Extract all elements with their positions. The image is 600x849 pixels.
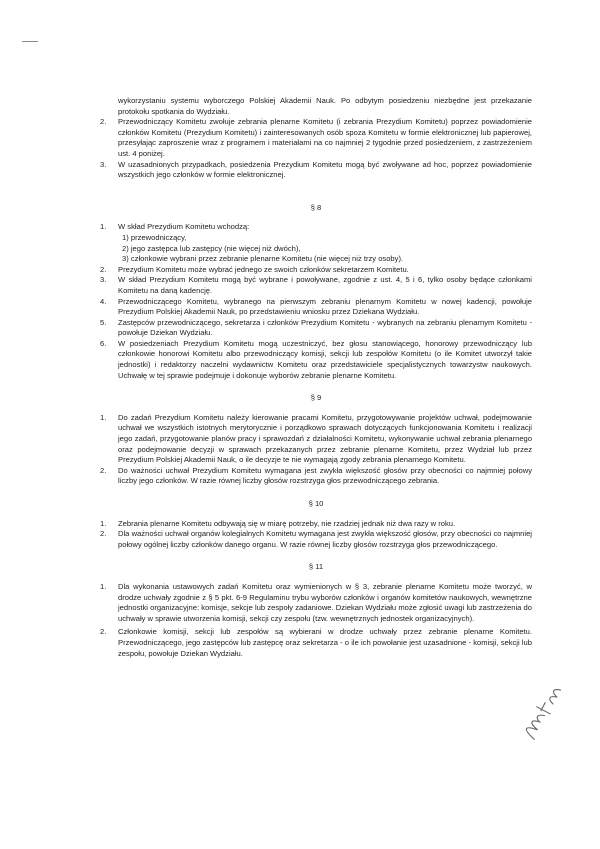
handwritten-signature [516, 679, 571, 746]
list-item-text: W skład Prezydium Komitetu wchodzą: [118, 222, 250, 232]
signature-scribble-icon [516, 679, 567, 744]
list-item [100, 318, 532, 339]
list-item-number: 2. [100, 529, 107, 539]
list-item [100, 160, 532, 181]
list-item [100, 275, 532, 296]
list-item-text: Przewodniczący Komitetu zwołuje zebrania plenarne Komitetu (i zebrania Prezydium Komitetu) poprzez powiadomienie członków Komitetu (Prezydium Komitetu) i zainteresowanych osób spoza Komitetu w formie elektronicznej lub papierowej, przesyłając zaproszenie wraz z programem i materiałami na co najmniej 2 tygodnie przed posiedzeniem, z zastrzeżeniem ust. 4 poniżej. [118, 117, 532, 158]
list-item-text: Do zadań Prezydium Komitetu należy kierowanie pracami Komitetu, przygotowywanie projektów uchwał, podejmowanie uchwał we wszystkich istotnych merytorycznie i porządkowo sprawach dotyczących funkcjonowania Komitetu i realizacji jego zadań, przygotowanie planów pracy i sprawozdań z działalności Komitetu, wykonywanie uchwał zebrania plenarnego oraz podejmowanie decyzji w sprawach przekazanych przez zebranie plenarne Komitetu, przez Wydział lub przez Prezydium Polskiej Akademii Nauk, o ile decyzje te nie wymagają zgody zebrania plenarnego Komitetu. [118, 412, 532, 465]
section-heading-8: § 8 [310, 202, 322, 212]
list-item [100, 117, 532, 159]
list-item-number: 3. [100, 159, 107, 169]
list-item-number: 1. [100, 412, 107, 422]
list-item-text: Prezydium Komitetu może wybrać jednego ze swoich członków sekretarzem Komitetu. [118, 264, 409, 274]
section-heading-10: § 10 [308, 499, 324, 508]
list-item-number: 5. [100, 317, 107, 327]
list-item-text: Członkowie komisji, sekcji lub zespołów są wybierani w drodze uchwały przez zebranie plenarne Komitetu. Przewodniczącego, jego zastępców lub zastępcę oraz sekretarza - o ile ich powołanie jest uzasadnione - komisji, sekcji lub zespołu, powołuje Dziekan Wydziału. [118, 627, 532, 658]
list-item-number: 1. [100, 518, 107, 528]
list-item [100, 529, 532, 550]
list-item-text: Dla ważności uchwał organów kolegialnych Komitetu wymagana jest zwykła większość głosów, przy obecności co najmniej połowy ogólnej liczby członków danego organu. W razie równej liczby głosów rozstrzyga głos przewodniczącego. [118, 529, 532, 549]
sub-item: 2) jego zastępca lub zastępcy (nie więcej niż dwóch), [122, 243, 301, 253]
list-item [100, 582, 532, 624]
list-item-text: W skład Prezydium Komitetu mogą być wybrane i powoływane, zgodnie z ust. 4, 5 i 6, tylko osoby będące członkami Komitetu na daną kadencję. [118, 275, 532, 295]
list-item-number: 2. [100, 627, 107, 637]
list-item [100, 627, 532, 659]
list-item-number: 2. [100, 465, 107, 475]
list-item-text: Przewodniczącego Komitetu, wybranego na pierwszym zebraniu plenarnym Komitetu w nowej kadencji, powołuje Prezydium Polskiej Akademii Nauk, po przedstawieniu wniosku przez Dziekana Wydziału. [118, 296, 532, 317]
sub-item: 3) członkowie wybrani przez zebranie plenarne Komitetu (nie więcej niż trzy osoby). [122, 254, 404, 264]
list-item-number: 2. [100, 264, 107, 274]
list-item-number: 6. [100, 338, 107, 348]
list-item [100, 466, 532, 487]
section-heading-9: § 9 [310, 393, 322, 403]
list-item-text: Zebrania plenarne Komitetu odbywają się w miarę potrzeby, nie rzadziej jednak niż dwa razy w roku. [118, 518, 456, 528]
list-item-number: 1. [100, 222, 107, 232]
list-item-number: 3. [100, 275, 107, 285]
section-heading-11: § 11 [308, 562, 324, 572]
list-item [100, 297, 532, 318]
sub-item: 1) przewodniczący, [122, 232, 187, 242]
document-body [100, 96, 532, 659]
list-item [100, 413, 532, 466]
list-item-text: Do ważności uchwał Prezydium Komitetu wymagana jest zwykła większość głosów przy obecności co najmniej połowy liczby jego członków. W razie równej liczby głosów rozstrzyga głos przewodniczącego zebrania. [118, 465, 532, 486]
list-item-text: Zastępców przewodniczącego, sekretarza i członków Prezydium Komitetu - wybranych na zebraniu plenarnym Komitetu - powołuje Dziekan Wydziału. [118, 317, 532, 338]
list-item-number: 2. [100, 117, 107, 127]
list-item [100, 265, 532, 276]
list-item-text: W uzasadnionych przypadkach, posiedzenia Prezydium Komitetu mogą być zwoływane ad hoc, poprzez powiadomienie wszystkich jego członków w formie elektronicznej. [118, 159, 532, 180]
list-item-number: 1. [100, 581, 107, 591]
list-item-text: W posiedzeniach Prezydium Komitetu mogą uczestniczyć, bez głosu stanowiącego, honorowy przewodniczący lub członkowie honorowi Komitetu albo przewodniczący komisji, sekcji lub zespołów Komitetu (o ile Komitet utworzył takie jednostki) i redaktorzy naczelni wydawnictw Komitetu oraz przedstawiciele specjalistycznych towarzystw naukowych. Uchwałę w tej sprawie podejmuje i dokonuje wyborów zebranie plenarne Komitetu. [118, 338, 532, 380]
list-item-text: Dla wykonania ustawowych zadań Komitetu oraz wymienionych w § 3, zebranie plenarne Komitetu może tworzyć, w drodze uchwały zgodnie z § 5 pkt. 6-9 Regulaminu trybu wyborów członków i organów komitetów naukowych, wewnętrzne jednostki organizacyjne: komisje, sekcje lub zespoły zadaniowe. Dziekan Wydziału może zgłosić uwagi lub zastrzeżenia do uchwały w sprawie utworzenia komisji, sekcji czy zespołu (tzw. wewnętrznych jednostek organizacyjnych). [118, 581, 532, 623]
list-item [100, 222, 532, 233]
paragraph-continuation: wykorzystaniu systemu wyborczego Polskiej Akademii Nauk. Po odbytym posiedzeniu niezbędne jest przekazanie protokołu spotkania do Wydziału. [118, 96, 532, 116]
list-item [100, 339, 532, 381]
list-item-number: 4. [100, 296, 107, 306]
list-item [100, 519, 532, 530]
scan-mark [22, 41, 38, 42]
